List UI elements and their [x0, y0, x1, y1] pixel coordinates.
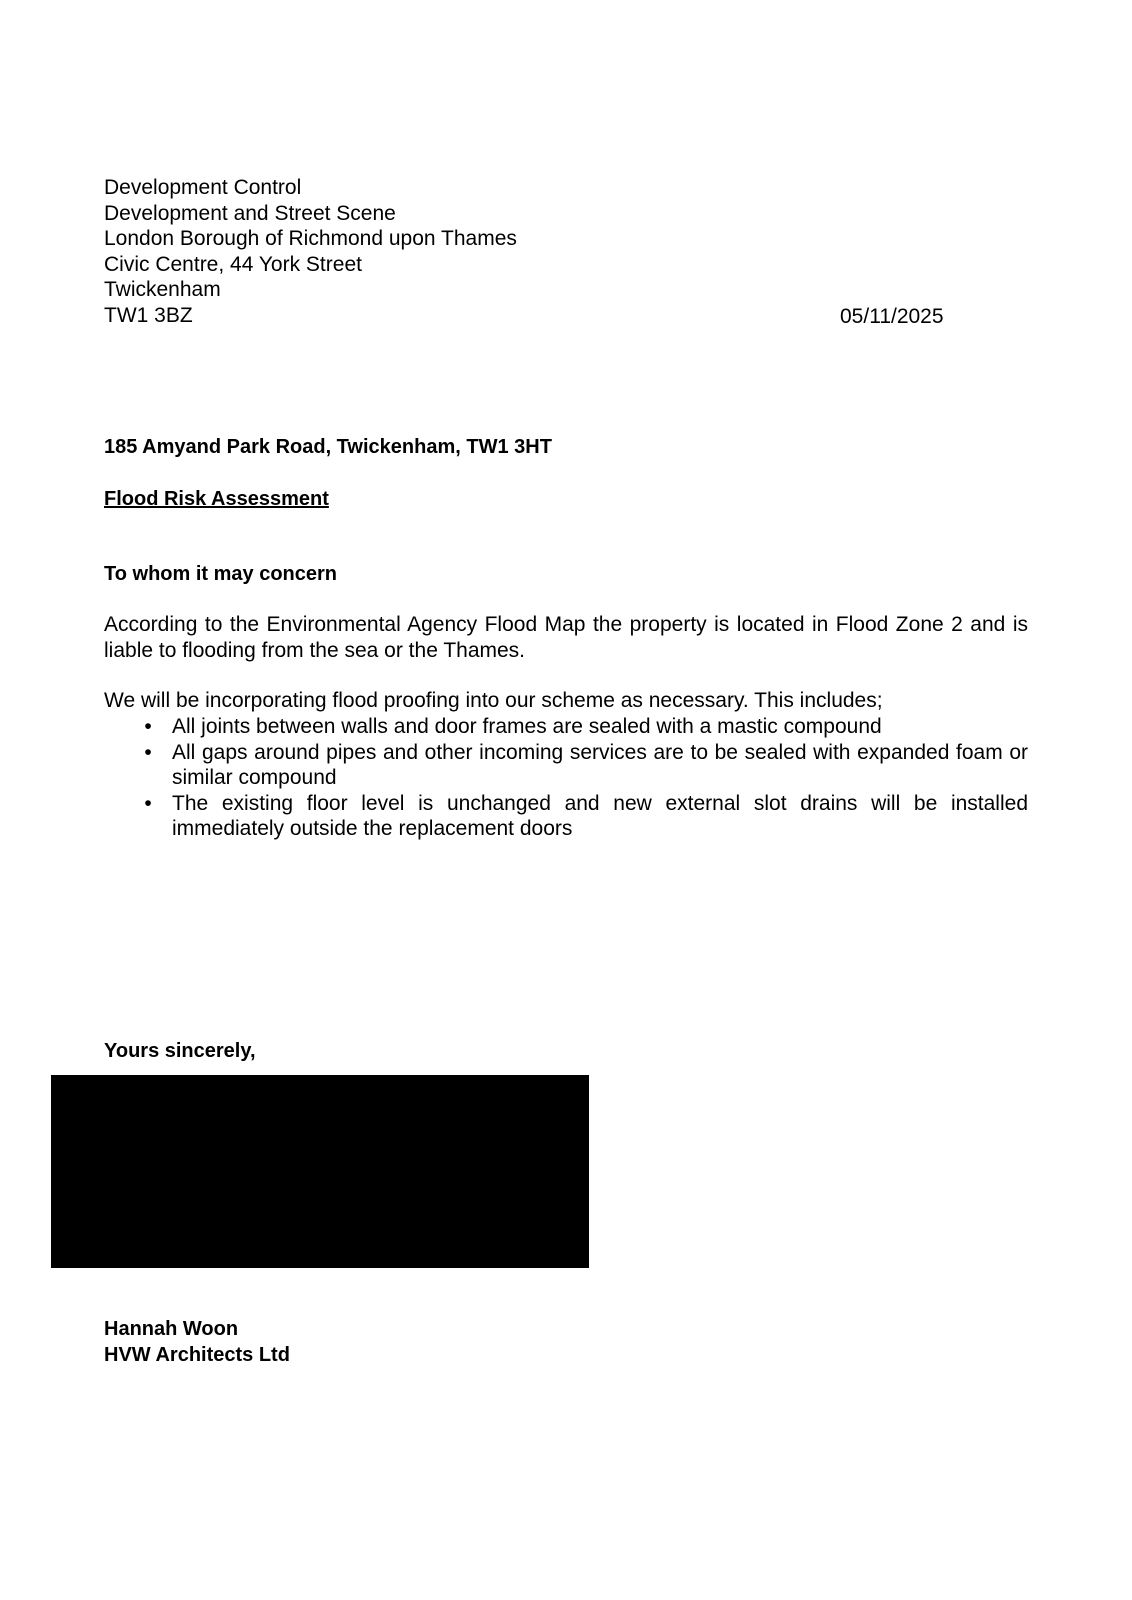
redacted-signature-block	[51, 1075, 589, 1268]
recipient-line: Twickenham	[104, 278, 221, 301]
bullet-icon: •	[144, 740, 152, 764]
list-item-text: The existing floor level is unchanged and new external slot drains will be installed immediately outside the replacement doors	[172, 791, 1028, 840]
list-item	[104, 714, 1028, 740]
list-item-text: All joints between walls and door frames are sealed with a mastic compound	[172, 715, 882, 738]
list-item-text: All gaps around pipes and other incoming services are to be sealed with expanded foam or similar compound	[172, 740, 1028, 789]
letter-date: 05/11/2025	[840, 305, 944, 328]
flood-proofing-list	[104, 714, 1028, 842]
bullet-icon: •	[144, 791, 152, 815]
signatory	[104, 1317, 290, 1368]
recipient-line: Development Control	[104, 176, 302, 199]
recipient-line: Civic Centre, 44 York Street	[104, 252, 362, 276]
closing: Yours sincerely,	[104, 1040, 256, 1062]
signatory-company: HVW Architects Ltd	[104, 1343, 290, 1366]
list-item	[104, 740, 1028, 791]
signatory-name: Hannah Woon	[104, 1318, 239, 1340]
body-paragraph-flood-proofing: We will be incorporating flood proofing into our scheme as necessary. This includes;	[104, 689, 883, 712]
recipient-line: London Borough of Richmond upon Thames	[104, 227, 517, 250]
recipient-postcode: TW1 3BZ	[104, 303, 193, 327]
salutation: To whom it may concern	[104, 563, 337, 585]
list-item	[104, 791, 1028, 842]
body-paragraph-flood-zone: According to the Environmental Agency Flood Map the property is located in Flood Zone 2 and is liable to flooding from the sea or the Thames.	[104, 613, 1028, 662]
subject-heading: Flood Risk Assessment	[104, 488, 329, 510]
recipient-address	[104, 175, 517, 328]
recipient-line: Development and Street Scene	[104, 201, 396, 225]
property-address: 185 Amyand Park Road, Twickenham, TW1 3HT	[104, 436, 552, 458]
bullet-icon: •	[144, 715, 152, 738]
